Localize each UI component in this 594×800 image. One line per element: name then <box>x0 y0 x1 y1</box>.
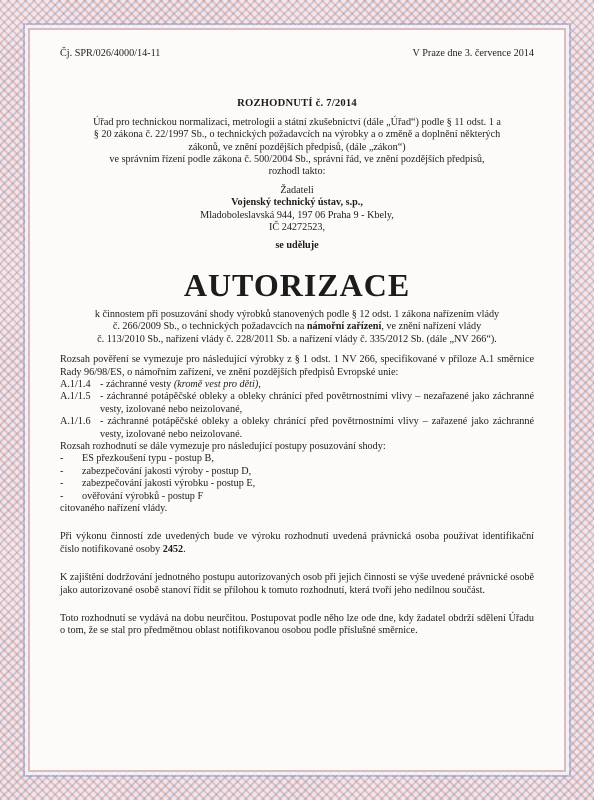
authorization-title: AUTORIZACE <box>183 266 411 303</box>
procedure-text: zabezpečování jakosti výroby - postup D, <box>82 465 252 477</box>
list-item: - zabezpečování jakosti výrobku - postup E, <box>60 478 256 490</box>
item-code: A.1/1.5 <box>60 391 91 403</box>
grant-text: se uděluje <box>275 240 319 252</box>
applicant-address: Mladoboleslavská 944, 197 06 Praha 9 - Kbely, <box>200 209 394 221</box>
scope-intro-line: č. 113/2010 Sb., nařízení vlády č. 228/2011 Sb. a nařízení vlády č. 335/2012 Sb. (dále „NV 266“). <box>97 333 497 345</box>
notified-text: Při výkonu činností zde uvedených bude ve výroku rozhodnutí uvedená právnická osoba používat identifikační číslo notifikované osoby <box>60 531 534 555</box>
scope-intro <box>60 309 534 346</box>
item-text: - záchranné potápěčské obleky a obleky chránící před povětrnostními vlivy – nezařazené jako záchranné vesty, izolované nebo neizolované, <box>100 391 534 415</box>
list-item <box>60 416 534 441</box>
intro-line: ve správním řízení podle zákona č. 500/2004 Sb., správní řád, ve znění pozdějších předpisů, <box>109 154 485 166</box>
maritime-equipment-term: námořní zařízení <box>306 321 382 333</box>
applicant-ico: IČ 24272523, <box>268 222 326 234</box>
item-desc: - záchranné vesty <box>100 378 174 390</box>
procedures-list <box>60 453 534 503</box>
procedure-text: ověřování výrobků - postup F <box>82 490 204 502</box>
item-code: A.1/1.6 <box>60 416 91 428</box>
decision-title: ROZHODNUTÍ č. 7/2014 <box>237 98 357 110</box>
place-date: V Praze dne 3. července 2014 <box>412 48 534 59</box>
scope-list <box>60 379 534 441</box>
procedures-outro: citovaného nařízení vlády. <box>60 502 168 514</box>
compliance-paragraph: K zajištění dodržování jednotného postupu autorizovaných osob při jejich činnosti se výše uvedené právnické osobě jako autorizované osobě stanoví řídit se přílohou k tomuto rozhodnutí, která tvoří jeho nedílnou součást. <box>60 572 534 596</box>
notified-number: 2452 <box>162 543 184 555</box>
applicant-label: Žadateli <box>280 184 314 196</box>
validity-paragraph: Toto rozhodnutí se vydává na dobu neurčitou. Postupovat podle něho lze ode dne, kdy žadatel obdrží sdělení Úřadu o tom, že se stal pro předmětnou oblast notifikovanou osobou podle příslušné směrnice. <box>60 613 534 637</box>
list-item <box>60 391 534 416</box>
reference-number: Čj. SPR/026/4000/14-11 <box>60 48 161 59</box>
notified-tail: . <box>183 543 186 555</box>
list-item: - zabezpečování jakosti výroby - postup D, <box>60 465 252 477</box>
item-code: A.1/1.4 <box>60 378 91 390</box>
intro-line: rozhodl takto: <box>268 166 326 178</box>
intro-line: zákonů, ve znění pozdějších předpisů, (dále „zákon“) <box>188 141 406 153</box>
intro-line: Úřad pro technickou normalizaci, metrologii a státní zkušebnictví (dále „Úřad“) podle § 11 odst. 1 a <box>93 116 501 128</box>
list-item: - ES přezkoušení typu - postup B, <box>60 453 214 465</box>
list-item: - ověřování výrobků - postup F <box>60 490 204 502</box>
item-text <box>100 379 534 391</box>
notified-body-paragraph <box>60 531 534 556</box>
header-line <box>60 48 534 60</box>
list-item <box>60 379 534 391</box>
item-text: - záchranné potápěčské obleky a obleky chránící před povětrnostními vlivy – zařazené jako záchranné vesty, izolované nebo neizolované. <box>100 416 534 440</box>
intro-line: § 20 zákona č. 22/1997 Sb., o technických požadavcích na výrobky a o změně a doplnění některých <box>93 129 501 141</box>
scope-intro-text: č. 266/2009 Sb., o technických požadavcích na <box>112 321 307 333</box>
procedure-text: ES přezkoušení typu - postup B, <box>82 453 214 465</box>
scope-intro-line <box>60 321 534 333</box>
scope-paragraph: Rozsah pověření se vymezuje pro následující výrobky z § 1 odst. 1 NV 266, specifikované v příloze A.1 směrnice Rady 96/98/ES, o námořním zařízení, ve znění pozdějších předpisů Evropské unie: <box>60 354 534 378</box>
applicant-block <box>60 185 534 235</box>
item-note: (kromě vest pro děti) <box>173 378 259 390</box>
procedures-intro: Rozsah rozhodnutí se dále vymezuje pro následující postupy posuzování shody: <box>60 440 386 452</box>
scope-intro-line: k činnostem při posuzování shody výrobků stanovených podle § 12 odst. 1 zákona nařízením vlády <box>94 308 500 320</box>
item-tail: , <box>258 378 261 390</box>
applicant-name: Vojenský technický ústav, s.p., <box>231 197 363 209</box>
scope-intro-text: , ve znění nařízení vlády <box>381 321 482 333</box>
document-content <box>60 48 534 638</box>
intro-paragraph <box>60 117 534 179</box>
procedure-text: zabezpečování jakosti výrobku - postup E, <box>82 478 256 490</box>
